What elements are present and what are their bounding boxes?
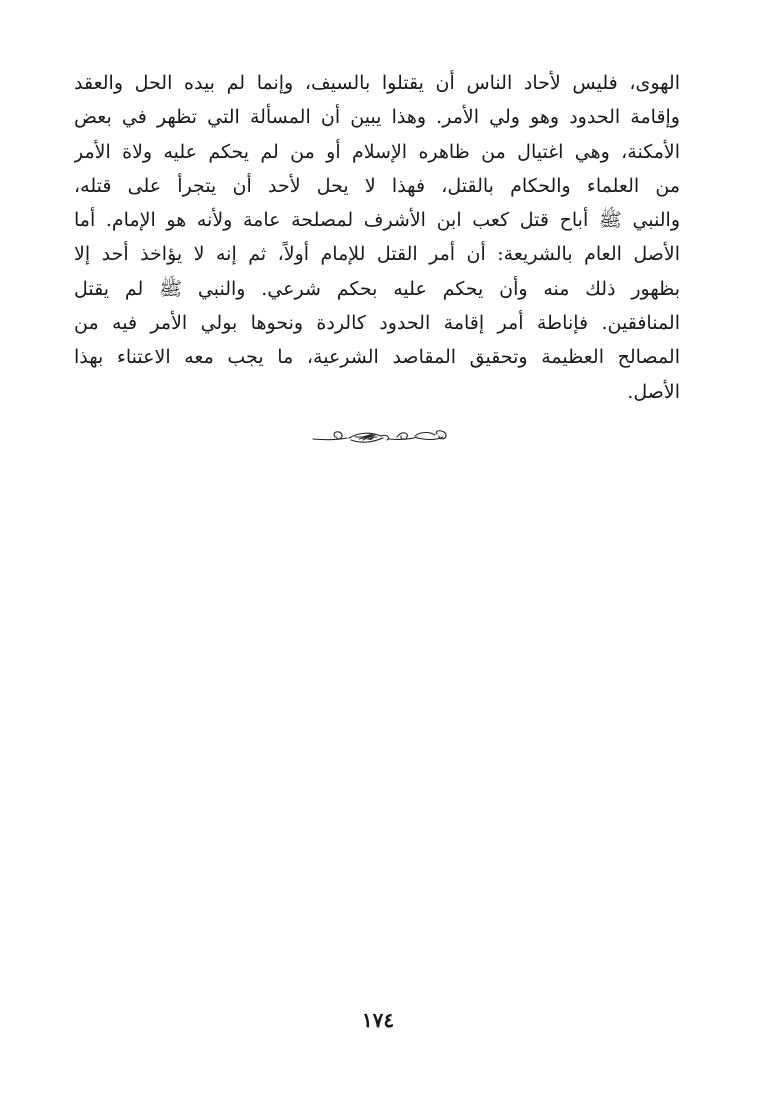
text-line: الأصل. — [627, 380, 680, 403]
text-line: الأصل العام بالشريعة: أن أمر القتل للإمام أولاً، ثم إنه لا يؤاخذ أحد إلا — [74, 243, 680, 266]
text-line: المصالح العظيمة وتحقيق المقاصد الشرعية، ما يجب معه الاعتناء بهذا — [74, 346, 680, 369]
text-line: وإقامة الحدود وهو ولي الأمر. وهذا يبين أن المسألة التي تظهر في بعض — [74, 106, 680, 129]
page-number: ١٧٤ — [361, 1008, 395, 1032]
text-line: المنافقين. فإناطة أمر إقامة الحدود كالردة ونحوها بولي الأمر فيه من — [74, 312, 680, 335]
text-line: الأمكنة، وهي اغتيال من ظاهره الإسلام أو من لم يحكم عليه ولاة الأمر — [74, 140, 680, 163]
text-line: بظهور ذلك منه وأن يحكم عليه بحكم شرعي. والنبي ﷺ لم يقتل — [74, 277, 680, 300]
text-line: الهوى، فليس لأحاد الناس أن يقتلوا بالسيف، وإنما لم بيده الحل والعقد — [74, 72, 680, 94]
body-text — [74, 66, 680, 409]
text-line: من العلماء والحكام بالقتل، فهذا لا يحل لأحد أن يتجرأ على قتله، — [74, 174, 680, 197]
ornamental-divider-icon — [311, 428, 451, 446]
text-line: والنبي ﷺ أباح قتل كعب ابن الأشرف لمصلحة عامة ولأنه هو الإمام. أما — [74, 209, 680, 232]
